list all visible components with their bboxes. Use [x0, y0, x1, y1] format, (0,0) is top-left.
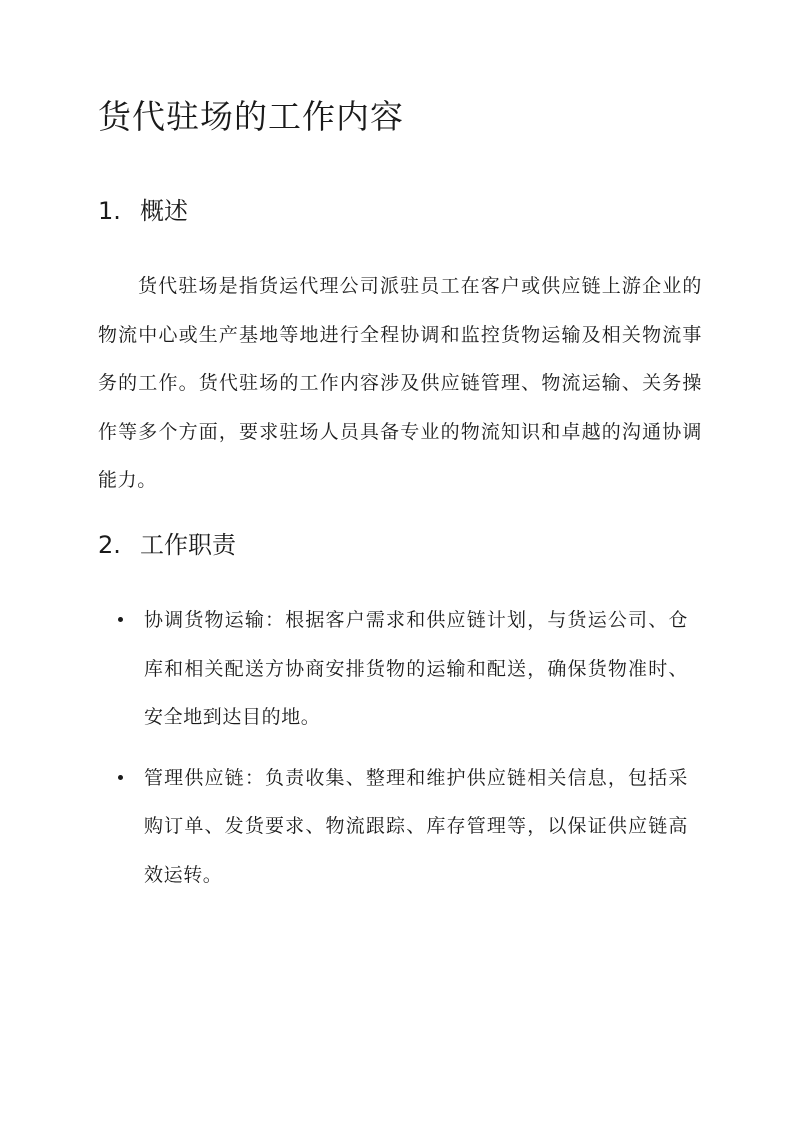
section-heading-overview [98, 194, 188, 228]
responsibilities-list [118, 596, 688, 911]
bullet-icon [118, 775, 123, 780]
list-item [118, 754, 688, 900]
list-item-text: 协调货物运输：根据客户需求和供应链计划，与货运公司、仓库和相关配送方协商安排货物的运输和配送，确保货物准时、安全地到达目的地。 [144, 609, 688, 728]
list-item [118, 596, 688, 742]
bullet-icon [118, 617, 123, 622]
list-item-text: 管理供应链：负责收集、整理和维护供应链相关信息，包括采购订单、发货要求、物流跟踪、库存管理等，以保证供应链高效运转。 [144, 766, 688, 886]
document-title: 货代驻场的工作内容 [98, 97, 404, 136]
section-title: 概述 [140, 197, 188, 225]
section-number: 2. [98, 531, 121, 559]
overview-paragraph: 货代驻场是指货运代理公司派驻员工在客户或供应链上游企业的物流中心或生产基地等地进行全程协调和监控货物运输及相关物流事务的工作。货代驻场的工作内容涉及供应链管理、物流运输、关务操作等多个方面，要求驻场人员具备专业的物流知识和卓越的沟通协调能力。 [98, 275, 702, 491]
section-title: 工作职责 [140, 531, 236, 559]
section-heading-responsibilities [98, 528, 236, 562]
section-number: 1. [98, 197, 121, 225]
